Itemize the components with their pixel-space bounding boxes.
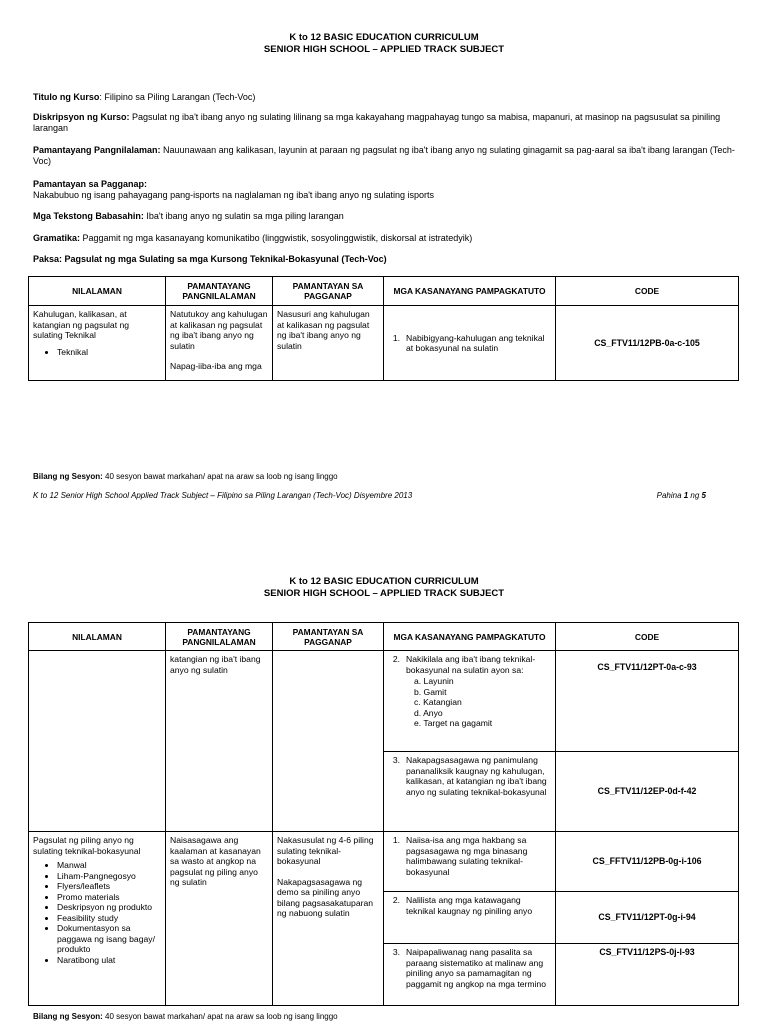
col-header-pagganap: PAMANTAYAN SA PAGGANAP: [273, 623, 384, 651]
pagganap-text-a: Nakasusulat ng 4-6 piling sulating teknikal-bokasyunal: [277, 835, 374, 866]
cell-nilalaman: [29, 832, 166, 1006]
cell-code: [556, 651, 739, 752]
list-item: a. Layunin: [414, 676, 454, 686]
col-header-kasanayan: MGA KASANAYANG PAMPAGKATUTO: [384, 277, 556, 306]
kasanayan-text: Nalilista ang mga katawagang teknikal kaugnay ng piniling anyo: [406, 895, 533, 916]
table-row: [29, 832, 739, 892]
cell-code: CS_FTV11/12PT-0g-i-94: [556, 892, 739, 944]
tekstong-label: Mga Tekstong Babasahin:: [33, 211, 144, 221]
kasanayan-number: 2.: [392, 895, 400, 905]
cell-kasanayan-3: [384, 752, 556, 832]
cell-code: CS_FTV11/12EP-0d-f-42: [556, 752, 739, 832]
page2-sesyon: [33, 1011, 738, 1022]
cell-pangnilalaman: [166, 832, 273, 1006]
titulo-label: Titulo ng Kurso: [33, 92, 100, 102]
cell-kasanayan: [384, 306, 556, 381]
col-header-code: CODE: [556, 277, 739, 306]
list-item: • Dokumentasyon sa paggawa ng isang bagay/ produkto: [57, 923, 161, 955]
curriculum-table-page1: [28, 276, 739, 381]
page-number: [657, 491, 706, 501]
pangnilalaman-text: Naisasagawa ang kaalaman at kasanayan sa wasto at angkop na pagsulat ng piling anyo ng sulatin: [170, 835, 261, 887]
kasanayan-number: 3.: [392, 947, 400, 957]
nilalaman-bullet: • Teknikal: [57, 347, 161, 358]
paksa-heading: Paksa: Pagsulat ng mga Sulating sa mga Kursong Teknikal-Bokasyunal (Tech-Voc): [33, 254, 387, 264]
sesyon-value: 40 sesyon bawat markahan/ apat na araw sa loob ng isang linggo: [102, 472, 338, 481]
pangnilalaman-value: Nauunawaan ang kalikasan, layunin at paraan ng pagsulat ng iba't ibang anyo ng sulating ginagamit sa pag-aaral sa iba't ibang larangan (Tech-Voc): [33, 145, 735, 166]
cell-pangnilalaman: [166, 306, 273, 381]
sesyon-label: Bilang ng Sesyon:: [33, 472, 103, 481]
table-row: [29, 306, 739, 381]
kasanayan-text: Naipapaliwanag nang pasalita sa paraang sistematiko at malinaw ang piniling anyo sa pamamagitan ng paggamit ng angkop na mga termino: [406, 947, 546, 989]
footer-text: K to 12 Senior High School Applied Track Subject – Filipino sa Piling Larangan (Tech-Voc) Disyembre 2013: [33, 491, 413, 500]
pangnilalaman-text-b: Napag-iiba-iba ang mga: [170, 361, 262, 371]
table-header-row: [29, 277, 739, 306]
kasanayan-text: Nakapagsasagawa ng panimulang pananaliksik kaugnay ng kahulugan, kalikasan, at katangian ng iba't ibang anyo ng sulating teknikal-bokasyunal: [406, 755, 547, 797]
pagganap-label: Pamantayan sa Pagganap:: [33, 179, 148, 189]
code-text: CS_FTV11/12PS-0j-l-93: [599, 947, 695, 957]
list-item: • Flyers/leaflets: [57, 881, 161, 892]
kasanayan-number: 1.: [392, 835, 400, 845]
cell-kasanayan-b2: [384, 892, 556, 944]
pangnilalaman-label: Pamantayang Pangnilalaman:: [33, 145, 161, 155]
list-item: • Feasibility study: [57, 913, 161, 924]
cell-kasanayan-b1: [384, 832, 556, 892]
titulo-value: : Filipino sa Piling Larangan (Tech-Voc): [99, 92, 256, 102]
diskripsyon-label: Diskripsyon ng Kurso:: [33, 112, 130, 122]
list-item: • Naratibong ulat: [57, 955, 161, 966]
list-item: • Promo materials: [57, 892, 161, 903]
kasanayan-number: 3.: [392, 755, 400, 765]
table-header-row: [29, 623, 739, 651]
gramatika-label: Gramatika:: [33, 233, 81, 243]
cell-nilalaman: [29, 306, 166, 381]
cell-code: CS_FFTV11/12PB-0g-i-106: [556, 832, 739, 892]
cell-pagganap: [273, 832, 384, 1006]
gramatika-field: [33, 233, 738, 244]
sesyon-label: Bilang ng Sesyon:: [33, 1012, 103, 1021]
table-row: [29, 651, 739, 752]
page1-sesyon: [33, 471, 738, 482]
pagganap-text-b: Nakapagsasagawa ng demo sa piniling anyo bilang pagsasakatuparan ng nabuong sulatin: [277, 876, 374, 918]
curriculum-table-page2: [28, 622, 739, 1006]
cell-kasanayan-b3: [384, 944, 556, 1006]
sesyon-value: 40 sesyon bawat markahan/ apat na araw sa loob ng isang linggo: [102, 1012, 338, 1021]
pangnilalaman-field: [33, 145, 738, 167]
tekstong-value: Iba't ibang anyo ng sulatin sa mga piling larangan: [143, 211, 344, 221]
list-item: c. Katangian: [414, 697, 462, 707]
nilalaman-text: Pagsulat ng piling anyo ng sulating teknikal-bokasyunal: [33, 835, 141, 856]
page-label: Pahina: [656, 491, 684, 500]
tekstong-field: [33, 211, 738, 222]
col-header-code: CODE: [556, 623, 739, 651]
page2-header-line1: K to 12 BASIC EDUCATION CURRICULUM: [289, 576, 479, 587]
cell-pagganap-empty: [273, 651, 384, 832]
diskripsyon-field: [33, 112, 738, 134]
col-header-nilalaman: NILALAMAN: [29, 623, 166, 651]
page1-footer: [33, 491, 738, 501]
list-item: e. Target na gagamit: [414, 718, 493, 728]
cell-nilalaman-empty: [29, 651, 166, 832]
col-header-pangnilalaman: PAMANTAYANG PANGNILALAMAN: [166, 623, 273, 651]
col-header-pangnilalaman: PAMANTAYANG PANGNILALAMAN: [166, 277, 273, 306]
list-item: b. Gamit: [414, 686, 447, 697]
pagganap-field: [33, 179, 738, 201]
pagganap-value: Nakabubuo ng isang pahayagang pang-isports na naglalaman ng iba't ibang anyo ng sulating isports: [33, 190, 435, 200]
col-header-nilalaman: NILALAMAN: [29, 277, 166, 306]
pagganap-text: Nasusuri ang kahulugan at kalikasan ng pagsulat ng iba't ibang anyo ng sulatin: [277, 309, 370, 351]
page-total: 5: [701, 491, 706, 500]
titulo-field: [33, 92, 738, 103]
diskripsyon-value: Pagsulat ng iba't ibang anyo ng sulating lilinang sa mga kakayahang magpahayag tungo sa mabisa, mapanuri, at masinop na pagsusulat sa piniling larangan: [33, 112, 721, 133]
cell-pagganap: [273, 306, 384, 381]
list-item: d. Anyo: [414, 707, 443, 718]
page1-header-line1: K to 12 BASIC EDUCATION CURRICULUM: [289, 32, 479, 43]
kasanayan-number: 2.: [392, 654, 400, 664]
cell-code: [556, 944, 739, 1006]
page-of: ng: [688, 491, 702, 500]
pangnilalaman-cont: katangian ng iba't ibang anyo ng sulatin: [170, 654, 261, 675]
nilalaman-text: Kahulugan, kalikasan, at katangian ng pagsulat ng sulating Teknikal: [33, 309, 130, 340]
col-header-pagganap: PAMANTAYAN SA PAGGANAP: [273, 277, 384, 306]
cell-code: CS_FTV11/12PB-0a-c-105: [556, 306, 739, 381]
page1-header-line2: SENIOR HIGH SCHOOL – APPLIED TRACK SUBJECT: [263, 44, 505, 55]
code-text: CS_FTV11/12PT-0a-c-93: [597, 662, 697, 672]
list-item: • Liham-Pangnegosyo: [57, 871, 161, 882]
kasanayan-text: Nabibigyang-kahulugan ang teknikal at bokasyunal na sulatin: [406, 332, 545, 353]
page-current: 1: [683, 491, 689, 500]
cell-pangnilalaman: [166, 651, 273, 832]
list-item: • Deskripsyon ng produkto: [57, 902, 161, 913]
page2-header-line2: SENIOR HIGH SCHOOL – APPLIED TRACK SUBJECT: [263, 588, 505, 599]
pangnilalaman-text-a: Natutukoy ang kahulugan at kalikasan ng pagsulat ng iba't ibang anyo ng sulatin: [170, 309, 268, 351]
kasanayan-text: Naiisa-isa ang mga hakbang sa pagsasagawa ng mga binasang halimbawang sulating teknikal-bokasyunal: [406, 835, 528, 877]
gramatika-value: Paggamit ng mga kasanayang komunikatibo (linggwistik, sosyolinggwistik, diskorsal at istratedyik): [80, 233, 473, 243]
list-item: • Manwal: [57, 860, 161, 871]
kasanayan-text: Nakikilala ang iba't ibang teknikal-bokasyunal na sulatin ayon sa:: [406, 654, 536, 675]
col-header-kasanayan: MGA KASANAYANG PAMPAGKATUTO: [384, 623, 556, 651]
kasanayan-number: 1.: [392, 332, 400, 343]
cell-kasanayan-2: [384, 651, 556, 752]
